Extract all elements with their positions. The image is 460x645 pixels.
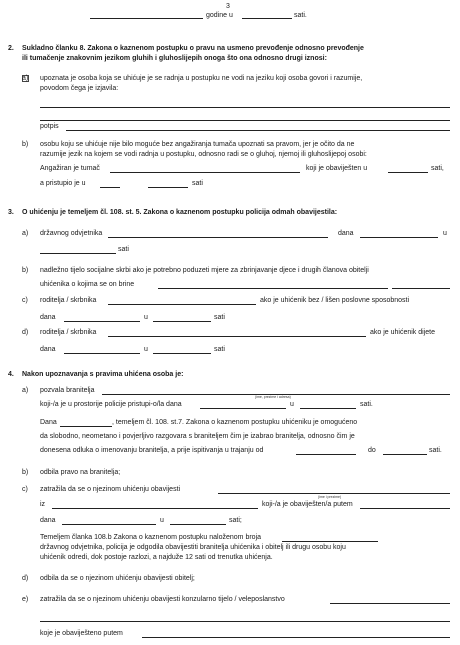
s4-a-line-4: da slobodno, neometano i povjerljivo razgovara s braniteljem čim je izabrao branitelja, odnosno čim je xyxy=(40,433,355,440)
s3-d-hour-field[interactable] xyxy=(153,353,211,354)
s4-e-putem-field[interactable] xyxy=(142,637,450,638)
s4-a-u: u xyxy=(290,401,294,408)
s4-a-sati: sati. xyxy=(360,401,373,408)
s4-c-line-5: državnog odvjetnika, policija je odgodila obavijestiti branitelja uhićenika i obitelj ili drugu osobu koju xyxy=(40,544,346,551)
section-2-title-1: Sukladno članku 8. Zakona o kaznenom postupku o pravu na usmeno prevođenje odnosno prevođenje xyxy=(22,45,364,52)
s3-d-date-field[interactable] xyxy=(64,353,140,354)
s4-d-label: d) xyxy=(22,575,29,582)
s4-a-line-5: donesena odluka o imenovanju branitelja, a prije ispitivanja u trajanju od xyxy=(40,447,264,454)
section-3-number: 3. xyxy=(8,209,14,216)
s4-a-to-field[interactable] xyxy=(383,454,427,455)
s2-pristupio-label: a pristupio je u xyxy=(40,180,86,187)
s2-a-label: a) xyxy=(22,75,29,82)
s3-b-field[interactable] xyxy=(158,288,388,289)
s3-c-hour-field[interactable] xyxy=(153,321,211,322)
s4-e-consulate-field[interactable] xyxy=(330,603,450,604)
s3-d-dana: dana xyxy=(40,346,56,353)
s3-c-u: u xyxy=(144,314,148,321)
s3-b-line-2: uhićenika o kojima se on brine xyxy=(40,281,135,288)
s3-d-name-field[interactable] xyxy=(108,336,366,337)
s3-d-u: u xyxy=(144,346,148,353)
s4-c-obavijesten: koji-/a je obaviješten/a putem xyxy=(262,501,353,508)
s4-c-temeljem: Temeljem članka 108.b Zakona o kaznenom postupku naloženom broja xyxy=(40,534,262,541)
s4-c-putem-field[interactable] xyxy=(360,508,450,509)
section-4-number: 4. xyxy=(8,371,14,378)
s3-a-label: a) xyxy=(22,230,29,237)
s4-c-hour-field[interactable] xyxy=(170,524,226,525)
s4-a-temeljem: , temeljem čl. 108. st.7. Zakona o kaznenom postupku uhićeniku je omogućeno xyxy=(112,419,358,426)
s3-a-u: u xyxy=(443,230,447,237)
s2-b-line-2: razumije jezik na kojem se vodi radnja u postupku, odnosno radi se o gluhoj, njemoj ili gluhoslijepoj osobi: xyxy=(40,151,367,158)
s2-sati-label: sati, xyxy=(431,165,444,172)
s3-c-date-field[interactable] xyxy=(64,321,140,322)
section-3-title: O uhićenju je temeljem čl. 108. st. 5. Zakona o kaznenom postupku policija odmah obavijestila: xyxy=(22,209,338,216)
s3-d-label: d) xyxy=(22,329,29,336)
s3-a-sati: sati xyxy=(118,246,129,253)
page-number: 3 xyxy=(226,3,230,10)
s4-a-line-2: koji-/a je u prostorije policije pristupi-o/la dana xyxy=(40,401,182,408)
s3-a-text: državnog odvjetnika xyxy=(40,230,103,237)
s4-c-u: u xyxy=(160,517,164,524)
s4-a-label: a) xyxy=(22,387,29,394)
year-field[interactable] xyxy=(90,18,203,19)
s4-a-text: pozvala branitelja xyxy=(40,387,95,394)
s4-c-person-field[interactable] xyxy=(218,493,450,494)
s3-a-hour-field[interactable] xyxy=(40,253,116,254)
s3-a-date-field[interactable] xyxy=(360,237,438,238)
s3-c-sati: sati xyxy=(214,314,225,321)
s2-b-label: b) xyxy=(22,141,29,148)
s3-b-line-1: nadležno tijelo socijalne skrbi ako je potrebno poduzeti mjere za zbrinjavanje djece i drugih članova obitelji xyxy=(40,267,369,274)
year-label: godine u xyxy=(206,12,233,19)
s4-a-date-field[interactable] xyxy=(200,408,286,409)
s2-a-line-2: povodom čega je izjavila: xyxy=(40,85,119,92)
s4-a-dana-field[interactable] xyxy=(60,426,112,427)
s2-tumac-field[interactable] xyxy=(110,172,300,173)
s4-c-iz-field[interactable] xyxy=(52,508,258,509)
s2-angaziran-label: Angažiran je tumač xyxy=(40,165,100,172)
s3-c-text: roditelja / skrbnika xyxy=(40,297,97,304)
sati-label: sati. xyxy=(294,12,307,19)
s4-b-label: b) xyxy=(22,469,29,476)
s3-d-sati: sati xyxy=(214,346,225,353)
section-4-title: Nakon upoznavanja s pravima uhićena osoba je: xyxy=(22,371,184,378)
s4-a-hint: (ime, prezime i adresa) xyxy=(255,395,291,399)
s4-c-broj-field[interactable] xyxy=(282,541,378,542)
s2-koji-label: koji je obaviješten u xyxy=(306,165,368,172)
s4-a-do: do xyxy=(368,447,376,454)
s4-e-putem: koje je obaviješteno putem xyxy=(40,630,123,637)
s4-e-extra-line[interactable] xyxy=(40,621,450,622)
s3-c-label: c) xyxy=(22,297,28,304)
s4-c-hint: (ime i prezime) xyxy=(318,495,342,499)
s4-a-from-field[interactable] xyxy=(296,454,356,455)
s2-sati2-label: sati xyxy=(192,180,203,187)
s4-c-date-field[interactable] xyxy=(62,524,156,525)
s2-potpis-field[interactable] xyxy=(66,130,450,131)
s3-c-tail: ako je uhićenik bez / lišen poslovne sposobnosti xyxy=(260,297,410,304)
s2-potpis-label: potpis xyxy=(40,123,59,130)
s2-obavijesten-field[interactable] xyxy=(388,172,428,173)
s3-a-name-field[interactable] xyxy=(108,237,328,238)
s3-b-label: b) xyxy=(22,267,29,274)
s2-b-line-1: osobu koju se uhićuje nije bilo moguće bez angažiranja tumača upoznati sa pravom, jer je očito da ne xyxy=(40,141,355,148)
s4-b-text: odbila pravo na branitelja; xyxy=(40,469,121,476)
s3-d-tail-1: ako je uhićenik dijete xyxy=(370,329,435,336)
section-2-title-2: ili tumačenje znakovnim jezikom gluhih i gluhoslijepih onoga što ona odnosno drugi iznosi: xyxy=(22,55,327,62)
s4-c-iz: iz xyxy=(40,501,46,508)
s2-statement-line-1[interactable] xyxy=(40,107,450,108)
s4-a-dana: Dana xyxy=(40,419,57,426)
section-2-number: 2. xyxy=(8,45,14,52)
s2-pristupio-field-2[interactable] xyxy=(148,187,188,188)
s4-a-hour-field[interactable] xyxy=(300,408,356,409)
s3-c-dana: dana xyxy=(40,314,56,321)
hour-field[interactable] xyxy=(242,18,292,19)
s4-c-text: zatražila da se o njezinom uhićenju obavijesti xyxy=(40,486,181,493)
s4-c-label: c) xyxy=(22,486,28,493)
s3-b-field-2[interactable] xyxy=(392,288,450,289)
s4-c-dana: dana xyxy=(40,517,56,524)
s4-c-sati: sati; xyxy=(229,517,242,524)
s3-c-name-field[interactable] xyxy=(108,304,256,305)
s2-pristupio-field[interactable] xyxy=(100,187,120,188)
s3-a-dana: dana xyxy=(338,230,354,237)
s4-e-text: zatražila da se o njezinom uhićenju obavijesti konzularno tijelo / veleposlanstvo xyxy=(40,596,285,603)
s2-statement-line-2[interactable] xyxy=(40,120,450,121)
s3-d-text: roditelja / skrbnika xyxy=(40,329,97,336)
s4-e-label: e) xyxy=(22,596,29,603)
s4-c-line-6: uhićenik odredi, dok postoje razlozi, a najduže 12 sati od trenutka uhićenja. xyxy=(40,554,273,561)
s4-d-text: odbila da se o njezinom uhićenju obavijesti obitelj; xyxy=(40,575,195,582)
s2-a-line-1: upoznata je osoba koja se uhićuje je se radnja u postupku ne vodi na jeziku koji osoba govori i razumije, xyxy=(40,75,363,82)
s4-a-sati-end: sati. xyxy=(429,447,442,454)
